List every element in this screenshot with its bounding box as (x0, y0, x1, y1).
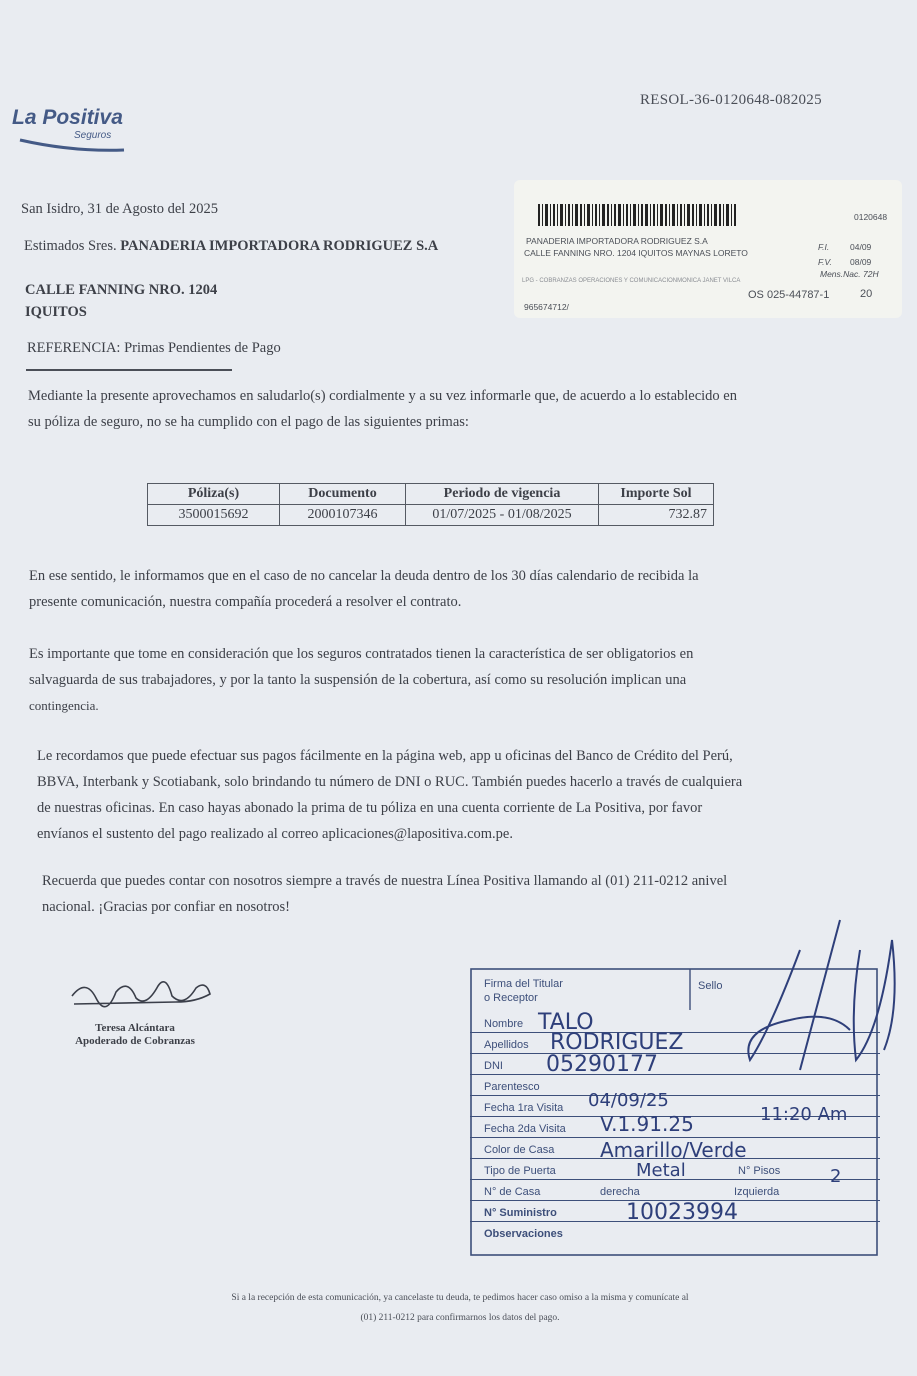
hand-pisos: 2 (830, 1166, 842, 1187)
label-derecha: derecha (600, 1186, 640, 1198)
label-fv-value: 08/09 (850, 257, 872, 267)
p1-line2: su póliza de seguro, no se ha cumplido con el pago de las siguientes primas: (28, 414, 469, 430)
cell-importe: 732.87 (599, 505, 714, 526)
p2-line1: En ese sentido, le informamos que en el caso de no cancelar la deuda dentro de los 30 días calendario de recibida la (29, 568, 699, 584)
signer-title: Apoderado de Cobranzas (75, 1035, 195, 1047)
greeting (24, 238, 438, 255)
label-observaciones: Observaciones (484, 1228, 563, 1240)
header-poliza: Póliza(s) (148, 484, 280, 505)
logo-name: La Positiva (12, 106, 123, 129)
address-line1: CALLE FANNING NRO. 1204 (25, 282, 218, 298)
hand-hora: 11:20 Am (760, 1104, 848, 1125)
hand-color: Amarillo/Verde (600, 1138, 747, 1162)
resolution-number: RESOL-36-0120648-082025 (640, 92, 822, 108)
label-os-num: 20 (860, 288, 873, 300)
label-address: CALLE FANNING NRO. 1204 IQUITOS MAYNAS LORETO (524, 248, 748, 258)
p4-line4: envíanos el sustento del pago realizado al correo aplicaciones@lapositiva.com.pe. (37, 826, 513, 842)
hand-nombre: TALO (538, 1010, 594, 1035)
address-label (514, 180, 902, 318)
barcode-icon (538, 204, 738, 226)
label-name: PANADERIA IMPORTADORA RODRIGUEZ S.A (526, 236, 708, 246)
cell-documento: 2000107346 (280, 505, 406, 526)
label-dni: DNI (484, 1060, 503, 1072)
label-izquierda: Izquierda (734, 1186, 780, 1198)
signer-name: Teresa Alcántara (95, 1022, 175, 1034)
p5-line1: Recuerda que puedes contar con nosotros siempre a través de nuestra Línea Positiva llamando al (01) 211-0212 anivel (42, 873, 728, 889)
p1-line1: Mediante la presente aprovechamos en saludarlo(s) cordialmente y a su vez informarle que, de acuerdo a lo establecido en (28, 388, 737, 404)
greeting-prefix: Estimados Sres. (24, 238, 117, 254)
hand-fecha1: 04/09/25 (588, 1090, 669, 1111)
cell-poliza: 3500015692 (148, 505, 280, 526)
cell-periodo: 01/07/2025 - 01/08/2025 (406, 505, 599, 526)
label-fv: F.V. (818, 257, 832, 267)
paragraph-5 (42, 868, 727, 920)
sello-label: Sello (698, 980, 723, 992)
p5-line2: nacional. ¡Gracias por confiar en nosotros! (42, 899, 291, 915)
p3-line3: contingencia. (29, 698, 99, 713)
hand-puerta: Metal (636, 1160, 686, 1181)
footer-text (80, 1288, 840, 1328)
p2-line2: presente comunicación, nuestra compañía procederá a resolver el contrato. (29, 594, 462, 610)
p3-line2: salvaguarda de sus trabajadores, y por la tanto la suspensión de la cobertura, así como su resolución implican una (29, 672, 687, 688)
label-n-casa: N° de Casa (484, 1186, 541, 1198)
form-row-casa (470, 1180, 880, 1201)
footer-line2: (01) 211-0212 para confirmarnos los datos del pago. (360, 1313, 560, 1323)
paragraph-2 (29, 563, 699, 615)
logo-swoosh-icon (18, 136, 128, 158)
firma-label-2: o Receptor (484, 992, 538, 1004)
label-nombre: Nombre (484, 1018, 524, 1030)
footer-line1: Si a la recepción de esta comunicación, ya cancelaste tu deuda, te pedimos hacer caso omiso a la misma y comunícate al (231, 1293, 689, 1303)
hand-suministro: 10023994 (626, 1200, 738, 1225)
label-apellidos: Apellidos (484, 1039, 529, 1051)
header-documento: Documento (280, 484, 406, 505)
hand-dni: 05290177 (546, 1052, 658, 1077)
company-name: PANADERIA IMPORTADORA RODRIGUEZ S.A (120, 238, 439, 254)
label-parentesco: Parentesco (484, 1081, 540, 1093)
p3-line1: Es importante que tome en consideración que los seguros contratados tienen la característica de ser obligatorios en (29, 646, 694, 662)
label-lpg: LPG - COBRANZAS OPERACIONES Y COMUNICACIONMONICA JANET VILCA (522, 278, 741, 284)
label-code: 0120648 (854, 212, 888, 222)
hand-apellidos: RODRIGUEZ (550, 1030, 684, 1055)
label-phone: 965674712/ (524, 302, 569, 312)
paragraph-4 (37, 743, 742, 847)
header-periodo: Periodo de vigencia (406, 484, 599, 505)
table-header-row (148, 484, 714, 505)
label-fi: F.I. (818, 242, 830, 252)
p4-line2: BBVA, Interbank y Scotiabank, solo brindando tu número de DNI o RUC. También puedes hacerlo a través de cualquiera (37, 774, 743, 790)
header-importe: Importe Sol (599, 484, 714, 505)
label-fecha1: Fecha 1ra Visita (484, 1102, 564, 1114)
paragraph-3 (29, 641, 693, 719)
firma-label-1: Firma del Titular (484, 978, 563, 990)
label-mens: Mens.Nac. 72H (820, 269, 879, 279)
signature-icon (66, 968, 216, 1016)
receiver-signature-icon (680, 910, 910, 1090)
place-date: San Isidro, 31 de Agosto del 2025 (21, 201, 218, 217)
label-suministro: N° Suministro (484, 1207, 557, 1219)
label-fi-value: 04/09 (850, 242, 872, 252)
form-row-observaciones (470, 1222, 880, 1242)
label-os: OS 025-44787-1 (748, 289, 830, 301)
reference-underline (26, 369, 232, 371)
hand-fecha2: V.1.91.25 (600, 1112, 694, 1136)
table-row (148, 505, 714, 526)
p4-line3: de nuestras oficinas. En caso hayas abonado la prima de tu póliza en una cuenta corriente de La Positiva, por favor (37, 800, 703, 816)
label-fecha2: Fecha 2da Visita (484, 1123, 566, 1135)
logo-sub: Seguros (74, 130, 112, 141)
reference: REFERENCIA: Primas Pendientes de Pago (27, 340, 281, 356)
p4-line1: Le recordamos que puede efectuar sus pagos fácilmente en la página web, app u oficinas del Banco de Crédito del Perú, (37, 748, 733, 764)
premiums-table (147, 483, 714, 526)
label-n-pisos: N° Pisos (738, 1165, 781, 1177)
address-line2: IQUITOS (25, 304, 87, 320)
paragraph-1 (28, 383, 737, 435)
label-puerta: Tipo de Puerta (484, 1165, 556, 1177)
label-color: Color de Casa (484, 1144, 555, 1156)
